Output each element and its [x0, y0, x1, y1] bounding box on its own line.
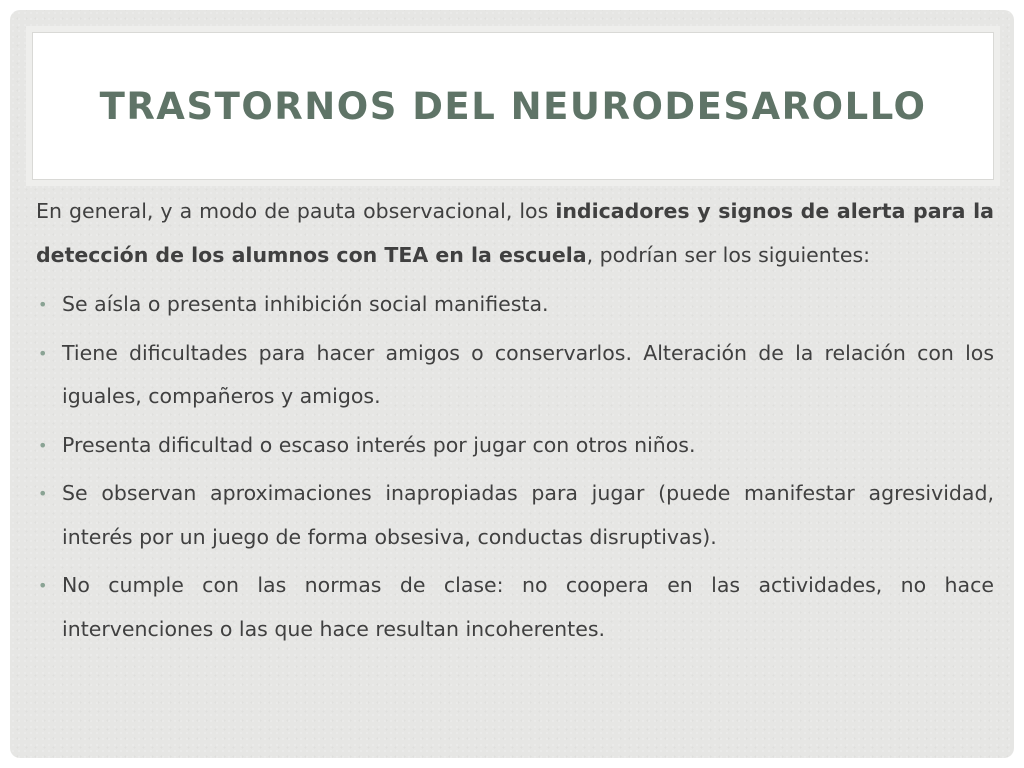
slide [10, 10, 1014, 758]
list-item-text: Presenta dificultad o escaso interés por jugar con otros niños. [62, 432, 696, 457]
list-item [36, 472, 994, 559]
slide-title: TRASTORNOS DEL NEURODESAROLLO [99, 84, 927, 128]
intro-suffix: , podrían ser los siguientes: [586, 242, 871, 267]
list-item-text: Se observan aproximaciones inapropiadas para jugar (puede manifestar agresividad, interés por un juego de forma obsesiva, conductas disruptivas). [62, 481, 994, 549]
bullet-icon: • [38, 435, 48, 455]
bullet-icon: • [38, 295, 48, 314]
slide-body [36, 190, 994, 656]
intro-prefix: En general, y a modo de pauta observacional, los [36, 199, 556, 223]
list-item [36, 564, 994, 651]
list-item [36, 283, 994, 327]
bullet-icon: • [38, 484, 48, 503]
intro-bold: indicadores y signos de alerta para la detección de los alumnos con TEA en la escuela [36, 199, 994, 267]
list-item-text: No cumple con las normas de clase: no coopera en las actividades, no hace intervenciones o las que hace resultan incoherentes. [62, 573, 994, 641]
list-item-text: Tiene dificultades para hacer amigos o conservarlos. Alteración de la relación con los iguales, compañeros y amigos. [62, 340, 994, 408]
list-item [36, 332, 994, 419]
bullet-icon: • [38, 576, 48, 595]
title-box [32, 32, 994, 180]
intro-paragraph [36, 190, 994, 277]
bullet-icon: • [38, 343, 48, 363]
bullet-list [36, 283, 994, 651]
list-item-text: Se aísla o presenta inhibición social manifiesta. [62, 292, 549, 316]
list-item [36, 424, 994, 468]
